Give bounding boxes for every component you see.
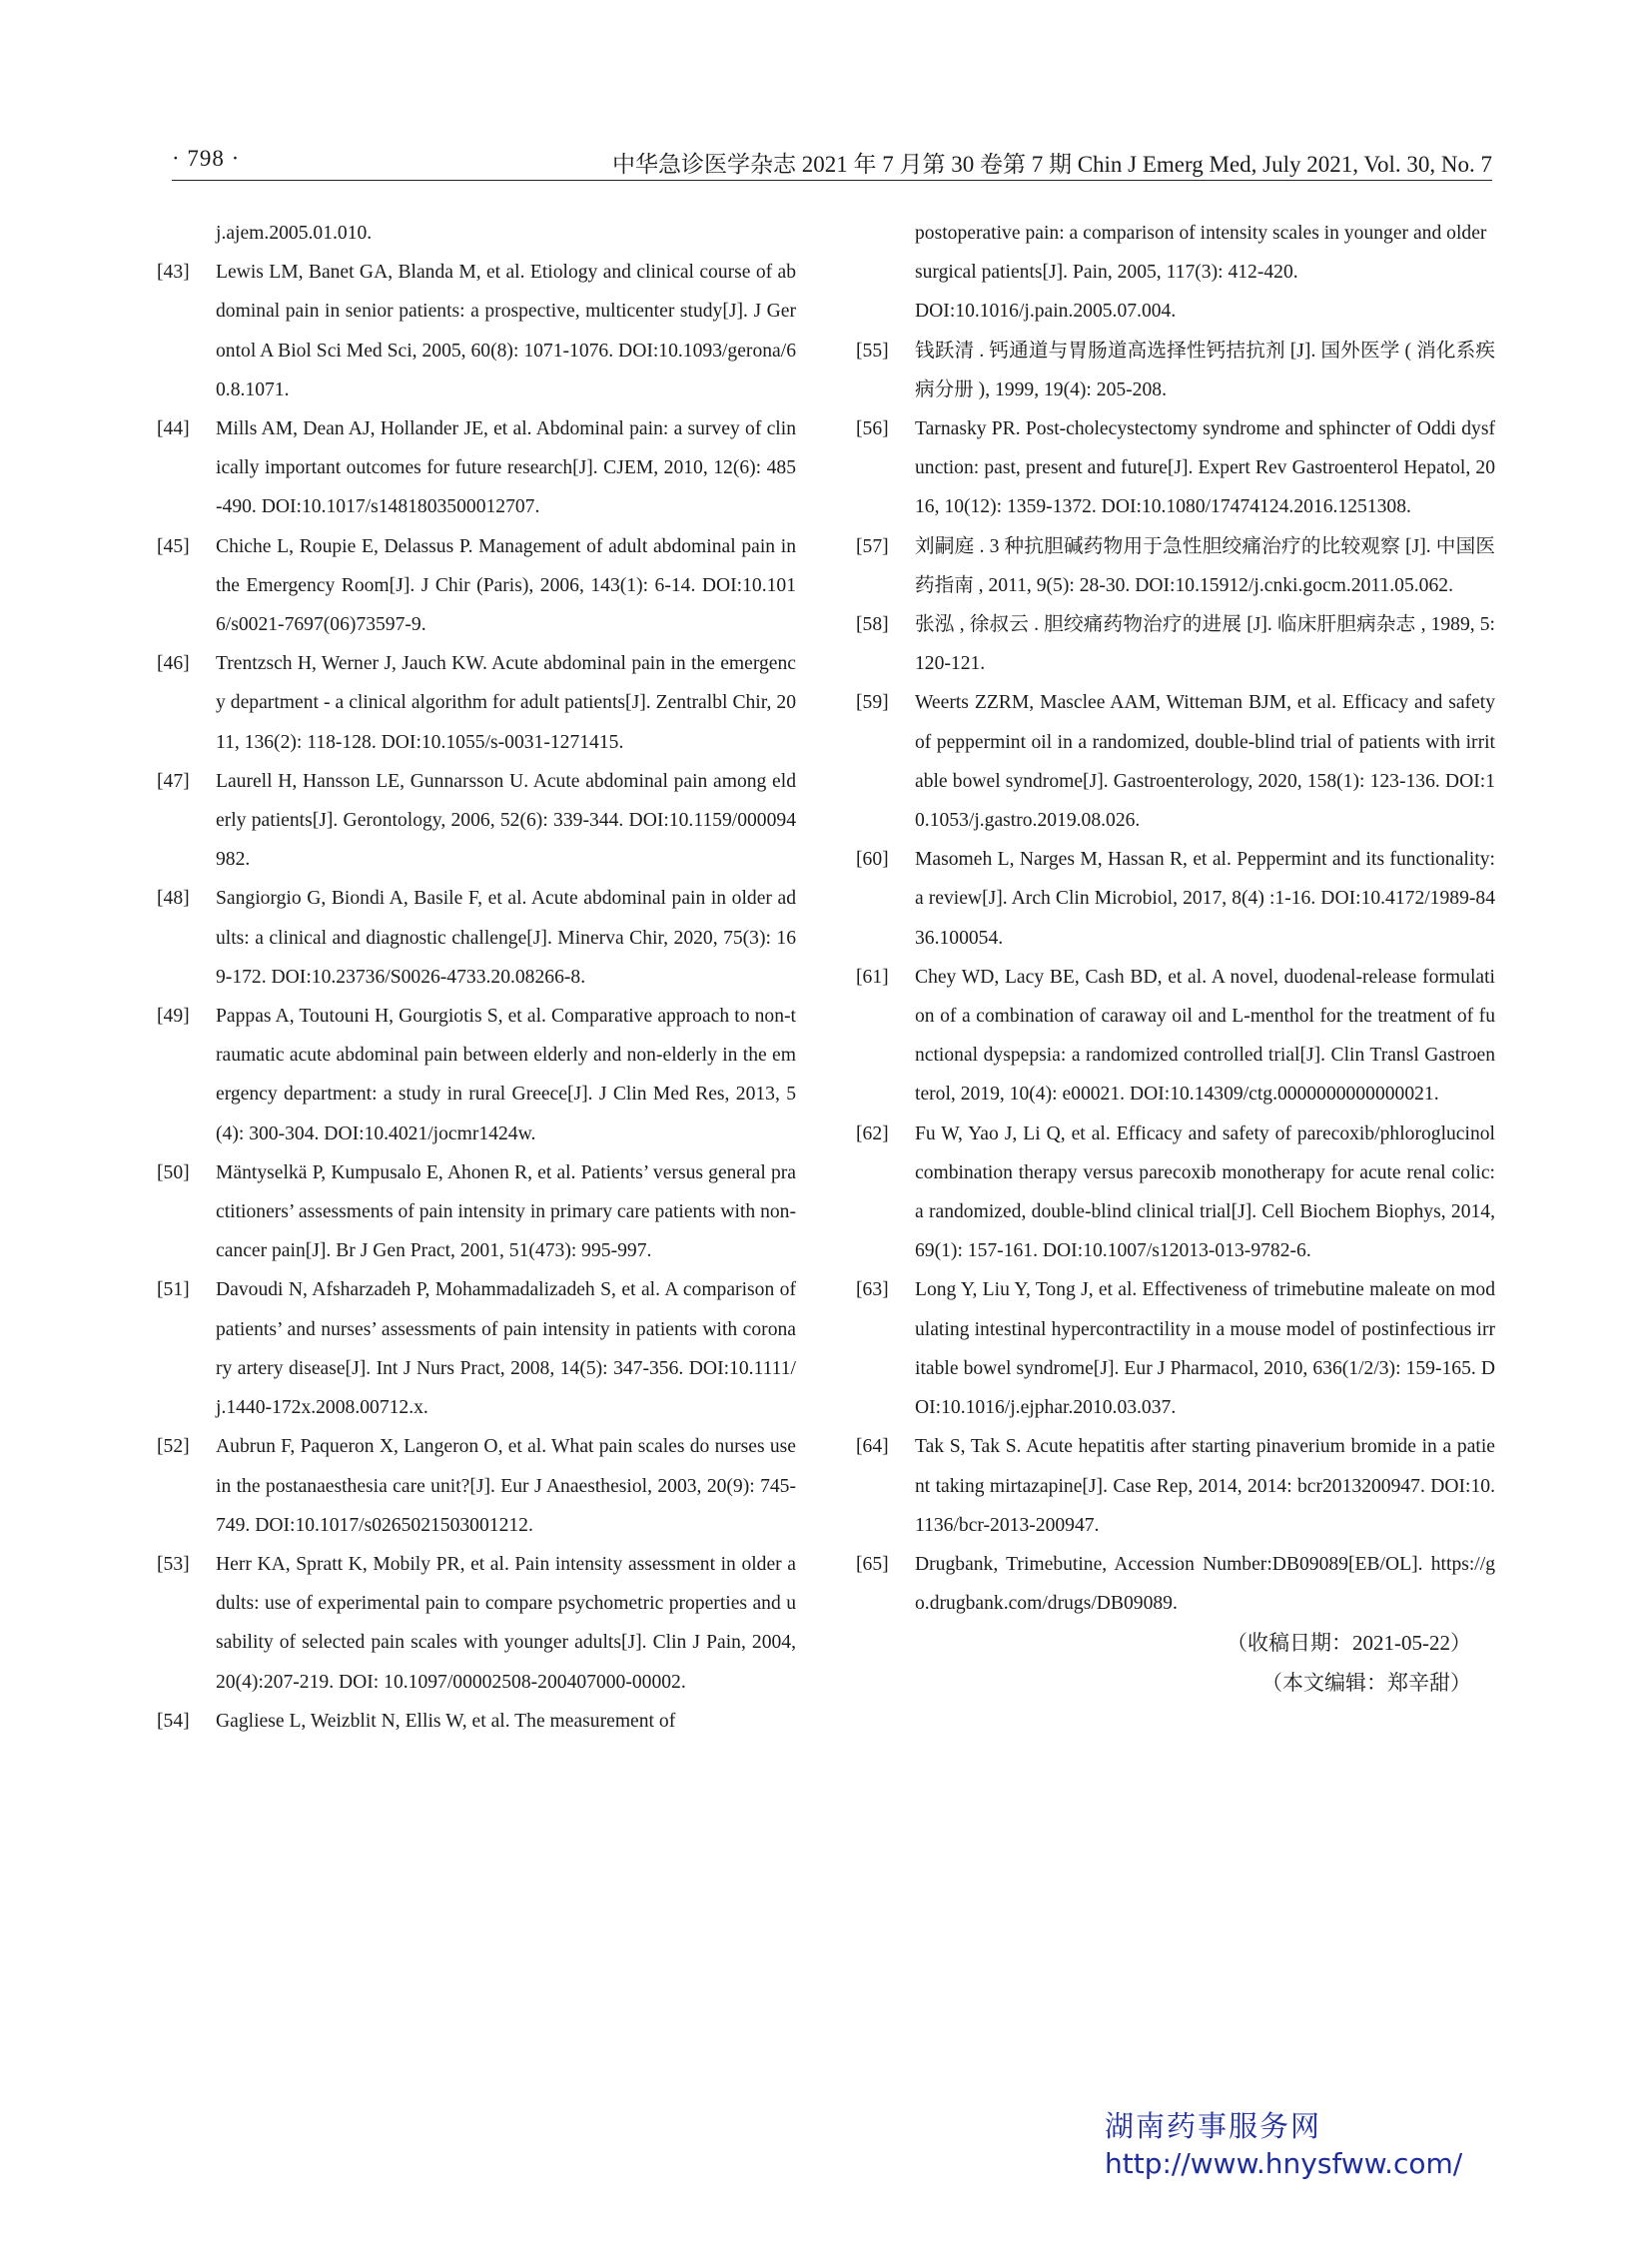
reference-number: [48] <box>157 888 190 910</box>
reference-text: Tarnasky PR. Post-cholecystectomy syndrome and sphincter of Oddi dysfunction: past, present and future[J]. Expert Rev Gastroenterol Hepatol, 2016, 10(12): 1359-1372. DOI:10.1080/17474124.2016.1251308. <box>915 418 1495 518</box>
reference-number: [44] <box>157 418 190 440</box>
reference-text: Herr KA, Spratt K, Mobily PR, et al. Pain intensity assessment in older adults: use of experimental pain to compare psychometric properties and usability of selected pain scales with younger adults[J]. Clin J Pain, 2004, 20(4):207-219. DOI: 10.1097/00002508-200407000-00002. <box>216 1553 796 1693</box>
reference-item <box>856 683 1495 840</box>
reference-number: [46] <box>157 653 190 675</box>
reference-item <box>157 1702 796 1741</box>
reference-number: [61] <box>856 966 889 988</box>
reference-number: [62] <box>856 1122 889 1144</box>
reference-item <box>856 527 1495 605</box>
reference-number: [65] <box>856 1553 889 1575</box>
reference-text: Masomeh L, Narges M, Hassan R, et al. Peppermint and its functionality: a review[J]. Arch Clin Microbiol, 2017, 8(4) :1-16. DOI:10.4172/1989-8436.100054. <box>915 849 1495 949</box>
reference-item <box>157 997 796 1153</box>
reference-number: [56] <box>856 418 889 440</box>
left-column <box>157 214 796 1741</box>
reference-number: [52] <box>157 1436 190 1458</box>
reference-item <box>157 762 796 880</box>
reference-number: [63] <box>856 1279 889 1301</box>
reference-number: [47] <box>157 770 190 792</box>
reference-item <box>856 1545 1495 1623</box>
reference-number: [43] <box>157 262 190 284</box>
editor-note: （本文编辑：郑辛甜） <box>1261 1671 1471 1696</box>
reference-item <box>157 527 796 645</box>
journal-citation: 中华急诊医学杂志 2021 年 7 月第 30 卷第 7 期 Chin J Emerg Med, July 2021, Vol. 30, No. 7 <box>611 152 1492 177</box>
reference-text: Drugbank, Trimebutine, Accession Number:DB09089[EB/OL]. https://go.drugbank.com/drugs/DB09089. <box>915 1553 1495 1615</box>
reference-item <box>157 879 796 997</box>
reference-text: Weerts ZZRM, Masclee AAM, Witteman BJM, et al. Efficacy and safety of peppermint oil in a randomized, double-blind trial of patients with irritable bowel syndrome[J]. Gastroenterology, 2020, 158(1): 123-136. DOI:10.1053/j.gastro.2019.08.026. <box>915 692 1495 832</box>
reference-list-left <box>157 253 796 1741</box>
reference-text: Mills AM, Dean AJ, Hollander JE, et al. Abdominal pain: a survey of clinically important outcomes for future research[J]. CJEM, 2010, 12(6): 485-490. DOI:10.1017/s1481803500012707. <box>216 418 796 518</box>
reference-item <box>157 1270 796 1427</box>
reference-text: Chiche L, Roupie E, Delassus P. Management of adult abdominal pain in the Emergency Room[J]. J Chir (Paris), 2006, 143(1): 6-14. DOI:10.1016/s0021-7697(06)73597-9. <box>216 535 796 636</box>
reference-item <box>157 1427 796 1545</box>
reference-item <box>157 409 796 527</box>
reference-text: Laurell H, Hansson LE, Gunnarsson U. Acute abdominal pain among elderly patients[J]. Gerontology, 2006, 52(6): 339-344. DOI:10.1159/000094982. <box>216 770 796 871</box>
reference-number: [45] <box>157 535 190 557</box>
running-header <box>172 146 1492 181</box>
reference-number: [60] <box>856 849 889 871</box>
reference-number: [54] <box>157 1710 190 1732</box>
reference-text: Lewis LM, Banet GA, Blanda M, et al. Etiology and clinical course of abdominal pain in senior patients: a prospective, multicenter study[J]. J Gerontol A Biol Sci Med Sci, 2005, 60(8): 1071-1076. DOI:10.1093/gerona/60.8.1071. <box>216 262 796 400</box>
reference-item <box>157 253 796 409</box>
reference-number: [59] <box>856 692 889 714</box>
right-column <box>856 214 1495 1703</box>
reference-text: Sangiorgio G, Biondi A, Basile F, et al. Acute abdominal pain in older adults: a clinical and diagnostic challenge[J]. Minerva Chir, 2020, 75(3): 169-172. DOI:10.23736/S0026-4733.20.08266-8. <box>216 888 796 988</box>
reference-text: Davoudi N, Afsharzadeh P, Mohammadalizadeh S, et al. A comparison of patients’ and nurses’ assessments of pain intensity in patients with coronary artery disease[J]. Int J Nurs Pract, 2008, 14(5): 347-356. DOI:10.1111/j.1440-172x.2008.00712.x. <box>216 1279 796 1419</box>
reference-item <box>157 1545 796 1702</box>
reference-text: Chey WD, Lacy BE, Cash BD, et al. A novel, duodenal-release formulation of a combination of caraway oil and L-menthol for the treatment of functional dyspepsia: a randomized controlled trial[J]. Clin Transl Gastroenterol, 2019, 10(4): e00021. DOI:10.14309/ctg.0000000000000021. <box>915 966 1495 1106</box>
reference-number: [64] <box>856 1436 889 1458</box>
reference-text: Pappas A, Toutouni H, Gourgiotis S, et al. Comparative approach to non-traumatic acute abdominal pain between elderly and non-elderly in the emergency department: a study in rural Greece[J]. J Clin Med Res, 2013, 5(4): 300-304. DOI:10.4021/jocmr1424w. <box>216 1006 796 1144</box>
reference-text: 张泓 , 徐叔云 . 胆绞痛药物治疗的进展 [J]. 临床肝胆病杂志 , 1989, 5: 120-121. <box>915 614 1495 675</box>
reference-number: [51] <box>157 1279 190 1301</box>
reference-text: 钱跃清 . 钙通道与胃肠道高选择性钙拮抗剂 [J]. 国外医学 ( 消化系疾病分册 ), 1999, 19(4): 205-208. <box>915 340 1495 400</box>
reference-text: Tak S, Tak S. Acute hepatitis after starting pinaverium bromide in a patient taking mirtazapine[J]. Case Rep, 2014, 2014: bcr2013200947. DOI:10.1136/bcr-2013-200947. <box>915 1436 1495 1536</box>
reference-item <box>856 1115 1495 1271</box>
reference-item <box>856 1270 1495 1427</box>
reference-number: [53] <box>157 1553 190 1575</box>
reference-number: [58] <box>856 614 889 636</box>
reference-number: [55] <box>856 340 889 362</box>
watermark-name: 湖南药事服务网 <box>1105 2109 1322 2143</box>
reference-text: Trentzsch H, Werner J, Jauch KW. Acute abdominal pain in the emergency department - a clinical algorithm for adult patients[J]. Zentralbl Chir, 2011, 136(2): 118-128. DOI:10.1055/s-0031-1271415. <box>216 653 796 753</box>
reference-text: 刘嗣庭 . 3 种抗胆碱药物用于急性胆绞痛治疗的比较观察 [J]. 中国医药指南 , 2011, 9(5): 28-30. DOI:10.15912/j.cnki.gocm.2011.05.062. <box>915 535 1495 596</box>
reference-text: Mäntyselkä P, Kumpusalo E, Ahonen R, et al. Patients’ versus general practitioners’ assessments of pain intensity in primary care patients with non-cancer pain[J]. Br J Gen Pract, 2001, 51(473): 995-997. <box>216 1161 796 1262</box>
page-number: · 798 · <box>172 146 241 171</box>
reference-number: [49] <box>157 1006 190 1028</box>
reference-text: Aubrun F, Paqueron X, Langeron O, et al. What pain scales do nurses use in the postanaesthesia care unit?[J]. Eur J Anaesthesiol, 2003, 20(9): 745-749. DOI:10.1017/s0265021503001212. <box>216 1436 796 1536</box>
reference-item <box>856 605 1495 683</box>
reference-item <box>157 644 796 762</box>
reference-number: [50] <box>157 1161 190 1183</box>
reference-text: Long Y, Liu Y, Tong J, et al. Effectiveness of trimebutine maleate on modulating intestinal hypercontractility in a mouse model of postinfectious irritable bowel syndrome[J]. Eur J Pharmacol, 2010, 636(1/2/3): 159-165. DOI:10.1016/j.ejphar.2010.03.037. <box>915 1279 1495 1419</box>
reference-text: Fu W, Yao J, Li Q, et al. Efficacy and safety of parecoxib/phloroglucinol combination therapy versus parecoxib monotherapy for acute renal colic: a randomized, double-blind clinical trial[J]. Cell Biochem Biophys, 2014, 69(1): 157-161. DOI:10.1007/s12013-013-9782-6. <box>915 1122 1495 1262</box>
reference-item <box>856 409 1495 527</box>
reference-item <box>856 958 1495 1115</box>
reference-continuation: j.ajem.2005.01.010. <box>216 223 373 244</box>
watermark <box>1105 2106 1462 2182</box>
reference-continuation: postoperative pain: a comparison of intensity scales in younger and older surgical patients[J]. Pain, 2005, 117(3): 412-420. DOI:10.1016/j.pain.2005.07.004. <box>915 223 1487 323</box>
reference-item <box>856 1427 1495 1545</box>
reference-list-right <box>856 332 1495 1624</box>
received-date: （收稿日期：2021-05-22） <box>1227 1631 1471 1656</box>
watermark-url: http://www.hnysfww.com/ <box>1105 2147 1463 2180</box>
reference-item <box>856 332 1495 409</box>
reference-number: [57] <box>856 535 889 557</box>
reference-item <box>157 1153 796 1271</box>
reference-item <box>856 840 1495 958</box>
reference-text: Gagliese L, Weizblit N, Ellis W, et al. The measurement of <box>216 1710 676 1732</box>
